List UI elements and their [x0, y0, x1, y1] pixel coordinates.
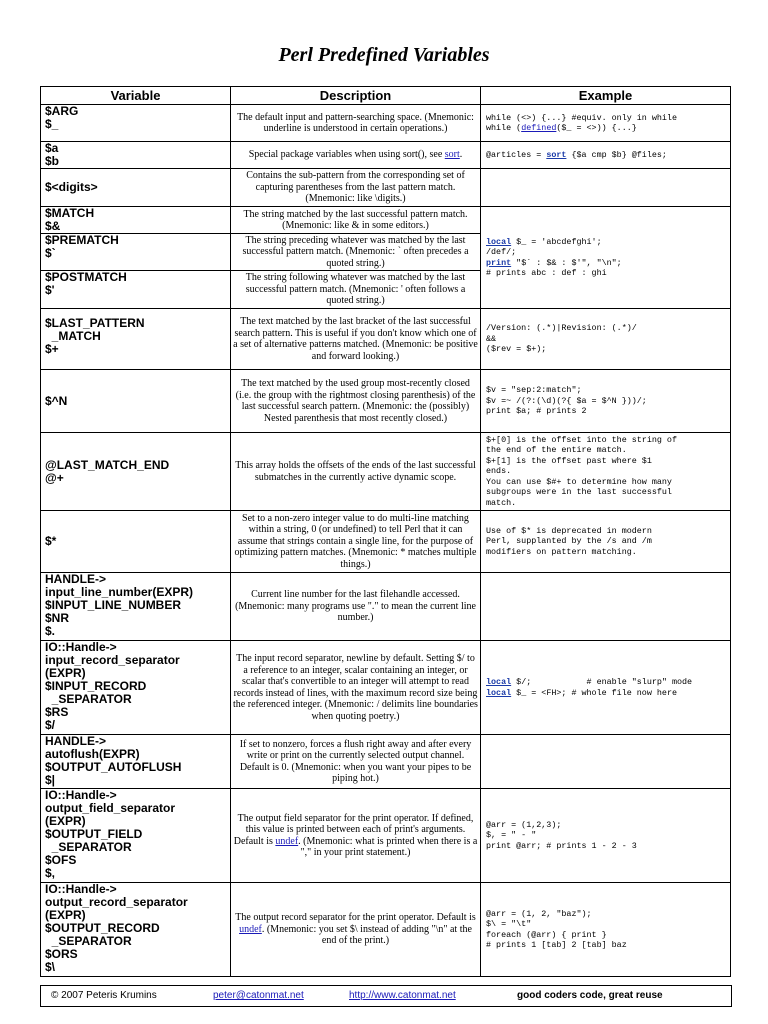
- description-text: Contains the sub-pattern from the corresponding set of capturing parentheses from the last pattern match. (Mnemonic: like \digits.): [246, 170, 465, 205]
- example-cell: [481, 735, 731, 789]
- description-text: The string following whatever was matched by the last successful pattern match. (Mnemonic: ' often follows a quoted string.): [245, 272, 466, 307]
- description-cell: [231, 573, 481, 641]
- example-cell: @arr = (1,2,3); $, = " - " print @arr; # prints 1 - 2 - 3: [481, 789, 731, 883]
- undef-link[interactable]: undef: [275, 835, 299, 847]
- email-link[interactable]: peter@catonmat.net: [213, 990, 304, 1001]
- description-cell: [231, 105, 481, 142]
- example-cell: @arr = (1, 2, "baz"); $\ = "\t" foreach (@arr) { print } # prints 1 [tab] 2 [tab] baz: [481, 883, 731, 977]
- table-row: [41, 207, 731, 234]
- table-row: [41, 433, 731, 511]
- example-cell: $+[0] is the offset into the string of the end of the entire match. $+[1] is the offset past where $1 ends. You can use $#+ to determine how many subgroups were in the last successful match.: [481, 433, 731, 511]
- example-code: ($_ = <>)) {...}: [556, 123, 637, 133]
- sort-link[interactable]: sort: [546, 149, 567, 160]
- example-cell: Use of $* is deprecated in modern Perl, supplanted by the /s and /m modifiers on pattern matching.: [481, 511, 731, 573]
- variable-cell: HANDLE-> autoflush(EXPR) $OUTPUT_AUTOFLUSH $|: [41, 735, 231, 789]
- variable-cell: $a $b: [41, 142, 231, 169]
- description-text: . (Mnemonic: what is printed when there is a "," in your print statement.): [298, 835, 478, 858]
- example-cell: [481, 105, 731, 142]
- description-cell: [231, 883, 481, 977]
- description-cell: [231, 641, 481, 735]
- website-link[interactable]: http://www.catonmat.net: [349, 990, 456, 1001]
- variable-cell: HANDLE-> input_line_number(EXPR) $INPUT_LINE_NUMBER $NR $.: [41, 573, 231, 641]
- variable-cell: $PREMATCH $`: [41, 234, 231, 271]
- table-row: [41, 573, 731, 641]
- variable-cell: $<digits>: [41, 169, 231, 207]
- table-row: [41, 105, 731, 142]
- example-cell: [481, 573, 731, 641]
- description-cell: [231, 511, 481, 573]
- description-text: Set to a non-zero integer value to do multi-line matching within a string, 0 (or undefined) to tell Perl that it can assume that strings contain a single line, for the purpose of optimizing pattern matches. (Mnemonic: * matches multiple things.): [234, 512, 477, 570]
- example-code: $_ = 'abcdefghi'; /def/;: [486, 236, 602, 257]
- description-text: . (Mnemonic: you set $\ instead of adding "\n" at the end of the print.): [261, 923, 472, 947]
- description-text: The output record separator for the print operator. Default is: [235, 912, 476, 924]
- table-row: [41, 309, 731, 370]
- header-variable: Variable: [41, 87, 231, 105]
- description-text: .: [459, 149, 463, 161]
- example-cell: [481, 207, 731, 309]
- tagline: good coders code, great reuse: [517, 990, 663, 1001]
- variable-cell: IO::Handle-> output_record_separator (EXPR) $OUTPUT_RECORD _SEPARATOR $ORS $\: [41, 883, 231, 977]
- variable-cell: $LAST_PATTERN _MATCH $+: [41, 309, 231, 370]
- variable-cell: IO::Handle-> output_field_separator (EXPR) $OUTPUT_FIELD _SEPARATOR $OFS $,: [41, 789, 231, 883]
- local-link[interactable]: local: [486, 677, 512, 687]
- variable-cell: $MATCH $&: [41, 207, 231, 234]
- print-link[interactable]: print: [486, 257, 512, 268]
- example-cell: [481, 142, 731, 169]
- table-row: [41, 641, 731, 735]
- page-title: Perl Predefined Variables: [278, 44, 490, 66]
- description-cell: [231, 169, 481, 207]
- undef-link[interactable]: undef: [239, 923, 262, 935]
- table-row: [41, 735, 731, 789]
- variable-cell: $ARG $_: [41, 105, 231, 142]
- description-cell: [231, 271, 481, 309]
- example-code: {$a cmp $b} @files;: [566, 149, 667, 160]
- variable-cell: $^N: [41, 370, 231, 433]
- example-code: while (<>) {...} #equiv. only in while while (: [486, 112, 677, 133]
- description-text: If set to nonzero, forces a flush right away and after every write or print on the currently selected output channel. Default is 0. (Mnemonic: when you want your pipes to be piping hot.): [239, 738, 472, 784]
- description-cell: [231, 207, 481, 234]
- description-text: Special package variables when using sort(), see: [248, 149, 445, 161]
- description-text: The output field separator for the print operator. If defined, this value is printed between each of print's arguments. Default is: [233, 812, 474, 847]
- table-row: [41, 169, 731, 207]
- variable-cell: $*: [41, 511, 231, 573]
- description-text: The default input and pattern-searching space. (Mnemonic: underline is understood in certain operations.): [237, 111, 474, 134]
- example-cell: [481, 169, 731, 207]
- description-cell: [231, 735, 481, 789]
- variable-cell: IO::Handle-> input_record_separator (EXPR) $INPUT_RECORD _SEPARATOR $RS $/: [41, 641, 231, 735]
- description-text: The input record separator, newline by default. Setting $/ to a reference to an integer, scalar containing an integer, or scalar that's convertible to an integer will attempt to read records instead of lines, with the maximum record size being the referenced integer. (Mnemonic: / delimits line boundaries when quoting poetry.): [233, 653, 478, 722]
- table-row: [41, 789, 731, 883]
- description-text: Current line number for the last filehandle accessed. (Mnemonic: many programs use "." to mean the current line number.): [235, 589, 476, 624]
- example-code: "$` : $& : $'", "\n"; # prints abc : def : ghi: [486, 257, 622, 278]
- description-text: The string preceding whatever was matched by the last successful pattern match. (Mnemonic: ` often precedes a quoted string.): [242, 234, 469, 269]
- description-cell: [231, 433, 481, 511]
- description-cell: [231, 309, 481, 370]
- local-link[interactable]: local: [486, 687, 512, 698]
- table-row: [41, 883, 731, 977]
- table-row: [41, 511, 731, 573]
- description-text: The string matched by the last successful pattern match. (Mnemonic: like & in some editors.): [243, 208, 468, 231]
- example-code: $_ = <FH>; # whole file now here: [511, 687, 677, 698]
- variables-table: [40, 86, 731, 977]
- description-cell: [231, 234, 481, 271]
- description-cell: [231, 142, 481, 169]
- header-example: Example: [481, 87, 731, 105]
- description-cell: [231, 789, 481, 883]
- footer: [40, 985, 732, 1007]
- example-code: @articles =: [486, 149, 547, 160]
- copyright: © 2007 Peteris Krumins: [51, 990, 157, 1001]
- header-description: Description: [231, 87, 481, 105]
- variable-cell: @LAST_MATCH_END @+: [41, 433, 231, 511]
- description-text: The text matched by the used group most-recently closed (i.e. the group with the rightmost closing parenthesis) of the last successful search pattern. (Mnemonic: the (possibly) Nested parenthesis that most recently closed.): [235, 378, 476, 424]
- sort-link[interactable]: sort: [444, 149, 460, 161]
- description-text: The text matched by the last bracket of the last successful search pattern. This is useful if you don't know which one of a set of alternative patterns matched. (Mnemonic: be positive and forward looking.): [233, 316, 478, 362]
- example-cell: [481, 641, 731, 735]
- description-cell: [231, 370, 481, 433]
- defined-link[interactable]: defined: [521, 123, 557, 133]
- example-cell: $v = "sep:2:match"; $v =~ /(?:(\d)(?{ $a = $^N }))/; print $a; # prints 2: [481, 370, 731, 433]
- description-text: This array holds the offsets of the ends of the last successful submatches in the currently active dynamic scope.: [235, 460, 476, 483]
- table-row: [41, 142, 731, 169]
- example-cell: /Version: (.*)|Revision: (.*)/ && ($rev = $+);: [481, 309, 731, 370]
- local-link[interactable]: local: [486, 236, 512, 247]
- example-code: $/; # enable "slurp" mode: [516, 677, 693, 687]
- table-row: [41, 370, 731, 433]
- variable-cell: $POSTMATCH $': [41, 271, 231, 309]
